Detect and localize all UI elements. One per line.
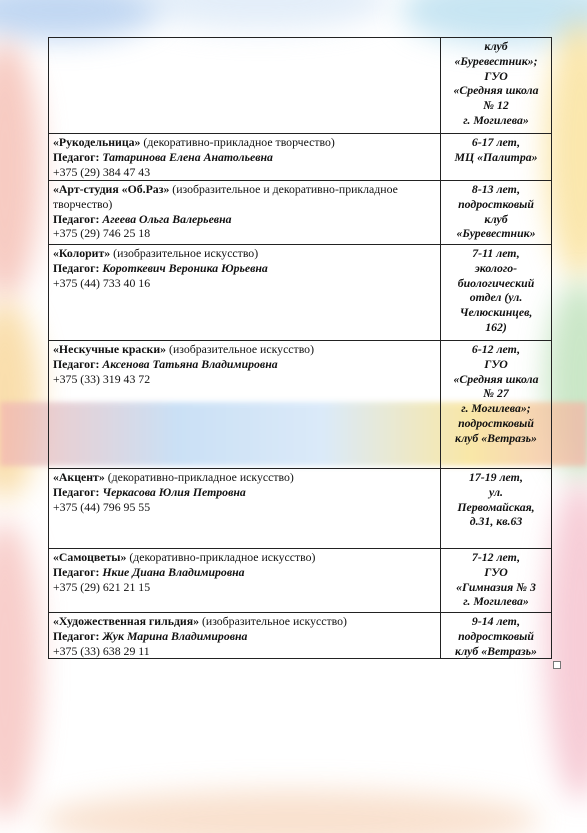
club-description-cell bbox=[49, 38, 441, 134]
age-location-cell bbox=[441, 341, 552, 469]
teacher-name: Черкасова Юлия Петровна bbox=[102, 484, 246, 499]
age-location-cell bbox=[441, 469, 552, 549]
age-location-line: эколого- bbox=[474, 260, 518, 275]
clubs-table bbox=[48, 37, 552, 659]
table-row bbox=[49, 134, 552, 181]
age-location-line: ГУО bbox=[484, 564, 508, 579]
phone-number: +375 (29) 621 21 15 bbox=[53, 579, 151, 594]
club-title-line bbox=[53, 470, 436, 485]
club-name: «Рукодельница» bbox=[53, 135, 141, 149]
table-row bbox=[49, 613, 552, 659]
teacher-name: Жук Марина Владимировна bbox=[102, 628, 248, 643]
watercolor-blob bbox=[0, 40, 40, 300]
age-location-line: № 12 bbox=[483, 98, 509, 113]
club-direction: (изобразительное и декоративно-прикладное творчество) bbox=[53, 182, 398, 211]
age-location-line: 162) bbox=[485, 319, 507, 334]
table-row bbox=[49, 469, 552, 549]
age-location-line: «Буревестник» bbox=[456, 226, 536, 241]
club-direction: (декоративно-прикладное искусство) bbox=[129, 550, 316, 564]
age-location-cell bbox=[441, 181, 552, 245]
teacher-name: Татаринова Елена Анатольевна bbox=[102, 149, 273, 164]
teacher-line bbox=[53, 212, 436, 227]
teacher-line bbox=[53, 565, 436, 580]
age-location-line: клуб bbox=[484, 39, 508, 53]
age-location-line: подростковый bbox=[458, 628, 534, 643]
teacher-label: Педагог: bbox=[53, 149, 100, 164]
teacher-name: Короткевич Вероника Юрьевна bbox=[102, 260, 268, 275]
watercolor-blob bbox=[0, 520, 40, 820]
table-row bbox=[49, 181, 552, 245]
teacher-label: Педагог: bbox=[53, 260, 100, 275]
teacher-label: Педагог: bbox=[53, 564, 100, 579]
age-location-line: г. Могилева»; bbox=[461, 401, 531, 416]
club-title-line bbox=[53, 614, 436, 629]
club-title-line bbox=[53, 550, 436, 565]
club-description-cell bbox=[49, 181, 441, 245]
phone-number: +375 (44) 733 40 16 bbox=[53, 275, 151, 290]
club-description-cell bbox=[49, 134, 441, 181]
age-location-line: подростковый bbox=[458, 196, 534, 211]
age-location-line: № 27 bbox=[483, 386, 509, 401]
age-location-cell bbox=[441, 38, 552, 134]
club-description-cell bbox=[49, 549, 441, 613]
club-name: «Художественная гильдия» bbox=[53, 614, 199, 628]
club-title-line bbox=[53, 342, 436, 357]
age-location-line: 17-19 лет, bbox=[468, 470, 524, 484]
age-location-line: 7-11 лет, bbox=[472, 246, 520, 260]
club-direction: (изобразительное искусство) bbox=[201, 614, 347, 628]
teacher-name: Агеева Ольга Валерьевна bbox=[102, 211, 232, 226]
age-location-cell bbox=[441, 245, 552, 341]
phone-number: +375 (33) 319 43 72 bbox=[53, 371, 151, 386]
age-location-line: ГУО bbox=[484, 68, 508, 83]
teacher-name: Аксенова Татьяна Владимировна bbox=[102, 356, 278, 371]
club-description-cell bbox=[49, 613, 441, 659]
teacher-line bbox=[53, 629, 436, 644]
age-location-line: Челюскинцев, bbox=[459, 305, 533, 320]
club-direction: (декоративно-прикладное творчество) bbox=[143, 135, 335, 149]
age-location-line: 7-12 лет, bbox=[471, 550, 521, 564]
age-location-line: подростковый bbox=[458, 415, 534, 430]
club-description-cell bbox=[49, 469, 441, 549]
watercolor-blob bbox=[40, 790, 540, 833]
phone-number: +375 (44) 796 95 55 bbox=[53, 499, 151, 514]
teacher-label: Педагог: bbox=[53, 484, 100, 499]
table-row bbox=[49, 38, 552, 134]
watercolor-blob bbox=[0, 300, 40, 500]
club-name: «Арт-студия «Об.Раз» bbox=[53, 182, 170, 196]
age-location-line: «Гимназия № 3 bbox=[456, 579, 536, 594]
club-title-line bbox=[53, 246, 436, 261]
club-name: «Нескучные краски» bbox=[53, 342, 167, 356]
age-location-line: 8-13 лет, bbox=[471, 182, 521, 196]
table-resize-handle[interactable] bbox=[553, 661, 561, 669]
age-location-cell bbox=[441, 549, 552, 613]
age-location-line: 9-14 лет, bbox=[471, 614, 521, 628]
club-title-line bbox=[53, 135, 436, 150]
age-location-line: ул. bbox=[489, 484, 503, 499]
age-location-line: 6-17 лет, bbox=[471, 135, 521, 149]
table-row bbox=[49, 245, 552, 341]
phone-number: +375 (33) 638 29 11 bbox=[53, 643, 150, 658]
age-location-cell bbox=[441, 613, 552, 659]
age-location-line: ГУО bbox=[484, 356, 508, 371]
age-location-line: «Средняя школа bbox=[453, 371, 539, 386]
age-location-cell bbox=[441, 134, 552, 181]
club-description-cell bbox=[49, 341, 441, 469]
teacher-line bbox=[53, 261, 436, 276]
age-location-line: клуб «Ветразь» bbox=[455, 643, 537, 658]
club-direction: (изобразительное искусство) bbox=[169, 342, 315, 356]
age-location-line: клуб bbox=[484, 211, 508, 226]
age-location-line: биологический bbox=[457, 275, 535, 290]
teacher-line bbox=[53, 150, 436, 165]
teacher-name: Нкие Диана Владимировна bbox=[102, 564, 245, 579]
age-location-line: д.31, кв.63 bbox=[469, 514, 523, 529]
age-location-line: Первомайская, bbox=[457, 499, 535, 514]
club-direction: (декоративно-прикладное искусство) bbox=[107, 470, 294, 484]
age-location-line: г. Могилева» bbox=[463, 112, 529, 127]
age-location-line: «Буревестник»; bbox=[454, 53, 538, 68]
age-location-line: МЦ «Палитра» bbox=[454, 149, 538, 164]
teacher-label: Педагог: bbox=[53, 211, 100, 226]
age-location-line: отдел (ул. bbox=[469, 290, 523, 305]
age-location-line: 6-12 лет, bbox=[471, 342, 521, 356]
teacher-label: Педагог: bbox=[53, 628, 100, 643]
table-row bbox=[49, 549, 552, 613]
club-name: «Акцент» bbox=[53, 470, 105, 484]
age-location-line: клуб «Ветразь» bbox=[455, 430, 537, 445]
table-row bbox=[49, 341, 552, 469]
club-name: «Колорит» bbox=[53, 246, 111, 260]
club-direction: (изобразительное искусство) bbox=[113, 246, 259, 260]
phone-number: +375 (29) 384 47 43 bbox=[53, 164, 151, 179]
phone-number: +375 (29) 746 25 18 bbox=[53, 226, 151, 241]
watercolor-blob bbox=[130, 0, 390, 30]
club-description-cell bbox=[49, 245, 441, 341]
teacher-label: Педагог: bbox=[53, 356, 100, 371]
teacher-line bbox=[53, 357, 436, 372]
age-location-line: г. Могилева» bbox=[463, 594, 529, 609]
club-title-line bbox=[53, 182, 436, 212]
club-name: «Самоцветы» bbox=[53, 550, 127, 564]
age-location-line: «Средняя школа bbox=[453, 83, 539, 98]
teacher-line bbox=[53, 485, 436, 500]
